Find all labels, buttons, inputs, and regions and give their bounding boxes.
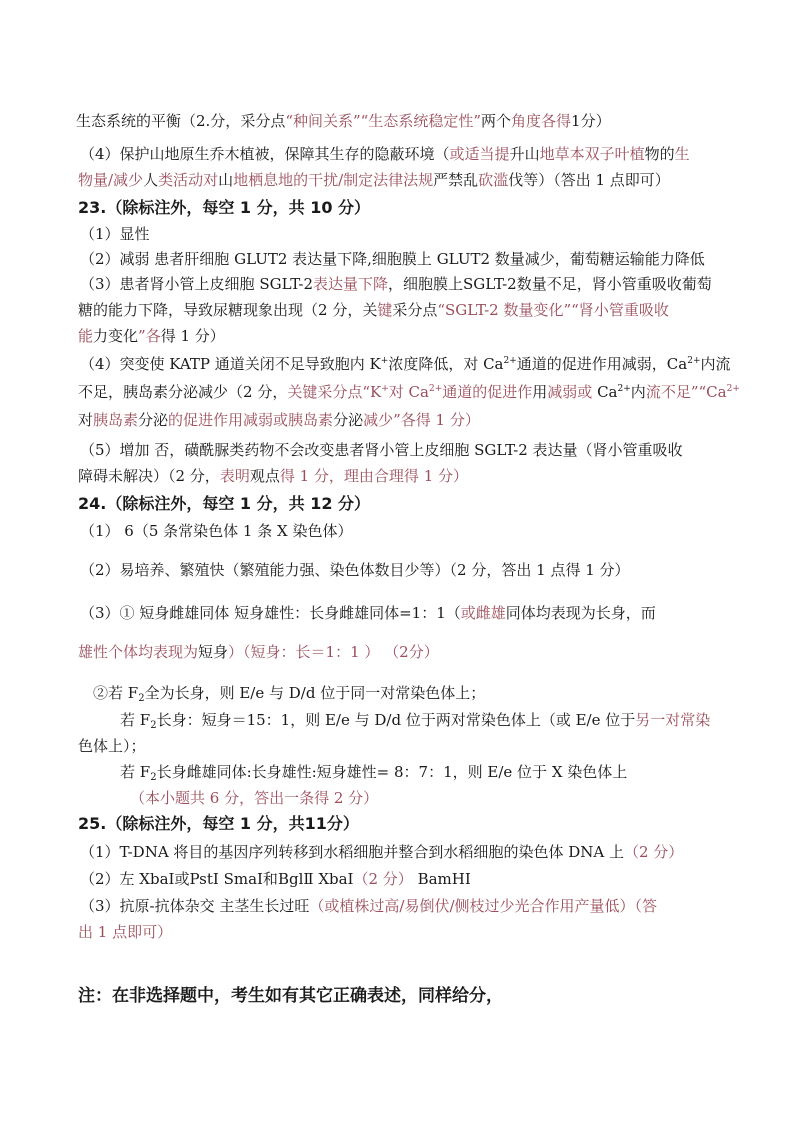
text-run: 对 Ca (388, 383, 429, 401)
text-run: （4）保护山地原生乔木植被，保障其生存的隐蔽环境（ (80, 145, 450, 163)
text-run: 观点 (249, 467, 280, 485)
text-run: ，细胞膜上SGLT-2数量不足，肾小管重吸收葡萄 (388, 275, 712, 293)
grading-footnote (78, 986, 503, 1006)
text-run: （4）突变使 KATP 通道关闭不足导致胞内 K (80, 355, 381, 373)
text-run: 人 (143, 171, 159, 189)
text-run: 得 1 分） (160, 327, 225, 345)
q24-3-case2 (93, 683, 485, 703)
text-run: 2 (138, 693, 145, 704)
text-run: 23.（除标注外，每空 1 分，共 10 分） (78, 198, 371, 217)
text-run: 键 (377, 301, 393, 319)
text-run: 表明 (219, 467, 250, 485)
text-run: 或 (577, 383, 593, 401)
text-run: 减弱 (547, 383, 578, 401)
q24-3-score-note (130, 788, 378, 808)
text-run: （5）增加 否，磺酰脲类药物不会改变患者肾小管上皮细胞 SGLT-2 表达量（肾小管重吸收 (80, 441, 683, 459)
text-run: 生态系统的平衡（2.分，采分点 (76, 112, 286, 130)
text-run: 或雌雄 (460, 604, 506, 622)
text-run: （或植株过高/易倒伏/侧枝过少光合作用产量低）（答 (309, 897, 658, 915)
text-run: 长身：短身＝15：1，则 E/e 与 D/d 位于两对常染色体上（或 E/e 位于 (156, 711, 636, 729)
text-run: 表达量下降 (313, 275, 389, 293)
text-run: 山 (218, 171, 234, 189)
text-run: 物量/减少 (78, 171, 144, 189)
text-run: “SGLT-2 数量变化”“肾小管重吸收 (437, 301, 669, 319)
q24-heading (78, 494, 370, 514)
text-run: ②若 F (93, 684, 139, 702)
text-run: ”各 (138, 327, 161, 345)
text-run: （3）抗原-抗体杂交 主茎生长过旺 (80, 897, 310, 915)
text-run: （3）患者肾小管上皮细胞 SGLT-2 (80, 275, 313, 293)
q23-1-answer (80, 224, 150, 244)
text-run: 减少”各得 1 分） (363, 411, 480, 429)
q23-5-answer-line1 (80, 440, 683, 460)
q24-3-case4 (120, 762, 627, 782)
q24-3-case3-line1 (120, 710, 710, 730)
q25-2-answer (80, 869, 471, 889)
text-run: 糖的能力下降，导致尿糖现象出现（2 分，关 (78, 301, 378, 319)
q22-4-answer-line2 (78, 170, 670, 190)
text-run: 2 (150, 720, 157, 731)
text-run: 分泌 (138, 411, 169, 429)
text-run: 地栖息地的干扰/制定法律法规 (233, 171, 434, 189)
text-run: 的促进作用减弱或胰岛素 (168, 411, 334, 429)
text-run: 另一对常染 (635, 711, 711, 729)
text-run: 内 (630, 383, 646, 401)
q24-3-answer-line2 (78, 642, 439, 662)
text-run: 1分） (571, 112, 611, 130)
text-run: 出 1 点即可） (78, 923, 173, 941)
text-run: 色体上）； (78, 737, 146, 755)
q23-4-answer-line3 (78, 410, 480, 430)
q23-5-answer-line2 (78, 466, 468, 486)
text-run: 障碍未解决）（2 分， (78, 467, 220, 485)
text-run: 同体均表现为长身，而 (505, 604, 656, 622)
text-run: 采分点 (392, 301, 438, 319)
text-run: 得 1 分，理由合理得 1 分） (279, 467, 469, 485)
q23-2-answer (80, 249, 705, 269)
text-run: 2 (150, 772, 157, 783)
q23-3-answer-line2 (78, 300, 669, 320)
q24-2-answer (80, 560, 630, 580)
text-run: 能 (78, 327, 94, 345)
text-run: 角度各得 (511, 112, 572, 130)
text-run: （2 分） (623, 843, 684, 861)
text-run: 2+ (687, 356, 701, 366)
text-run: 通道的促进作用减弱，Ca (516, 355, 688, 373)
text-run: （1） 6（5 条常染色体 1 条 X 染色体） (80, 522, 353, 540)
q23-3-answer-line1 (80, 274, 712, 294)
text-run: 胰岛素 (93, 411, 139, 429)
text-run: 物的 (644, 145, 675, 163)
text-run: 全为长身，则 E/e 与 D/d 位于同一对常染色体上； (144, 684, 486, 702)
text-run: Ca (592, 383, 618, 401)
text-run: 地草本双子叶植 (539, 145, 645, 163)
text-run: 类活动对 (158, 171, 219, 189)
q24-1-answer (80, 521, 352, 541)
text-run: 内流 (700, 355, 731, 373)
text-run: 流 (645, 383, 661, 401)
q23-4-answer-line2 (78, 382, 740, 402)
text-run: 两个 (481, 112, 512, 130)
q25-3-answer-line1 (80, 896, 657, 916)
text-run: 生 (674, 145, 690, 163)
text-run: 或适当提 (449, 145, 510, 163)
text-run: （3）① 短身雌雄同体 短身雄性：长身雌雄同体=1：1（ (80, 604, 461, 622)
text-run: （本小题共 6 分，答出一条得 2 分） (130, 789, 379, 807)
text-run: 关键采分点“K (287, 383, 382, 401)
text-run: 雄性个体均表现为 (78, 643, 199, 661)
q25-3-answer-line2 (78, 922, 172, 942)
text-run: ）（短身：长＝1：1 ） （2分） (228, 643, 439, 661)
q22-4-answer-line1 (80, 144, 690, 164)
text-run: 25.（除标注外，每空 1 分，共11分） (78, 814, 359, 833)
text-run: 不足”“Ca (660, 383, 727, 401)
text-run: “种间关系”“生态系统稳定性” (285, 112, 482, 130)
text-run: （2）左 XbaⅠ或PstⅠ SmaⅠ和BglⅡ XbaⅠ (80, 870, 354, 888)
text-run: （1）T-DNA 将目的基因序列转移到水稻细胞并整合到水稻细胞的染色体 DNA 上 (80, 843, 624, 861)
text-run: 注：在非选择题中，考生如有其它正确表述，同样给分， (78, 986, 503, 1006)
text-run: 分泌 (333, 411, 364, 429)
text-run: 若 F (120, 763, 151, 781)
q25-heading (78, 814, 359, 834)
text-run: 2+ (503, 356, 517, 366)
text-run: 24.（除标注外，每空 1 分，共 12 分） (78, 494, 371, 513)
text-run: （2）减弱 患者肝细胞 GLUT2 表达量下降,细胞膜上 GLUT2 数量减少，葡萄糖运输能力降低 (80, 250, 705, 268)
text-run: 升山 (509, 145, 540, 163)
text-run: 2+ (726, 384, 740, 394)
q23-4-answer-line1 (80, 354, 731, 374)
q23-heading (78, 198, 370, 218)
text-run: 短身 (198, 643, 229, 661)
text-run: + (381, 384, 389, 394)
text-run: 用 (532, 383, 548, 401)
text-run: 对 (78, 411, 94, 429)
text-run: （2）易培养、繁殖快（繁殖能力强、染色体数目少等）（2 分，答出 1 点得 1 分） (80, 561, 630, 579)
text-run: 砍滥 (478, 171, 509, 189)
text-run: 长身雌雄同体:长身雄性:短身雄性= 8：7：1，则 E/e 位于 X 染色体上 (156, 763, 628, 781)
text-run: 2+ (428, 384, 443, 394)
text-run: （1）显性 (80, 225, 150, 243)
text-run: （2 分） (353, 870, 413, 888)
text-run: + (380, 356, 389, 366)
text-run: 若 F (120, 711, 151, 729)
q22-score-note (76, 111, 611, 131)
text-run: 伐等）（答出 1 点即可） (508, 171, 670, 189)
q25-1-answer (80, 842, 683, 862)
text-run: 不足，胰岛素分泌减少（2 分， (78, 383, 288, 401)
q23-3-answer-line3 (78, 326, 225, 346)
text-run: 通道的促进作 (442, 383, 533, 401)
q24-3-answer-line1 (80, 603, 656, 623)
text-run: 浓度降低，对 Ca (388, 355, 504, 373)
text-run: 严禁乱 (433, 171, 479, 189)
q24-3-case3-line2 (78, 736, 146, 756)
text-run: BamHⅠ (412, 870, 471, 888)
text-run: 力变化 (93, 327, 139, 345)
text-run: 2+ (617, 384, 631, 394)
